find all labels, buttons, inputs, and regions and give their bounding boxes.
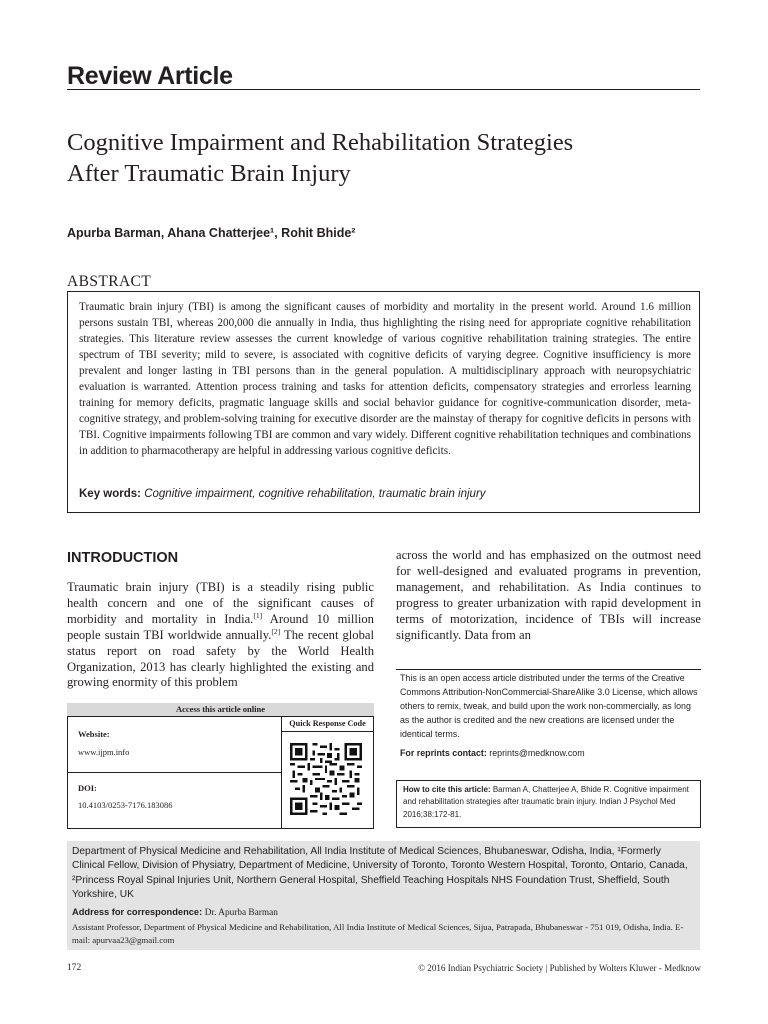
- keywords-label: Key words:: [79, 488, 141, 500]
- qr-code-label: Quick Response Code: [281, 717, 374, 732]
- open-access-rule: [396, 669, 701, 670]
- intro-text-part-3: The recent global status report on road safety by the World Health Organization, 2013 has clearly highlighted the existing and growing enormity of this problem: [67, 627, 374, 690]
- keywords-value: Cognitive impairment, cognitive rehabilitation, traumatic brain injury: [144, 488, 486, 500]
- article-title: [67, 127, 707, 189]
- citation-value: Barman A, Chatterjee A, Bhide R. Cognitive impairment and rehabilitation strategies after traumatic brain injury. Indian J Psychol Med 2016;38:172-81.: [403, 785, 689, 819]
- reprints-contact: [400, 748, 585, 758]
- correspondence-name: Dr. Apurba Barman: [204, 908, 278, 918]
- citation-ref-2[interactable]: [2]: [271, 626, 281, 636]
- intro-text-part-1: Traumatic brain injury (TBI) is a steadily rising public health concern and one of the significant causes of morbidity and mortality in India.: [67, 580, 374, 626]
- qr-code-icon: [290, 743, 362, 815]
- correspondence-heading: [72, 907, 278, 918]
- access-box-divider: [281, 717, 282, 829]
- correspondence-address: Assistant Professor, Department of Physical Medicine and Rehabilitation, All India Institute of Medical Sciences, Sijua, Patrapada, Bhubaneswar - 751 019, Odisha, India. E-mail: apurvaa23@gmail.com: [72, 922, 684, 945]
- introduction-heading: INTRODUCTION: [67, 550, 179, 566]
- correspondence-label: Address for correspondence:: [72, 907, 203, 917]
- authors: Apurba Barman, Ahana Chatterjee¹, Rohit Bhide²: [67, 226, 356, 240]
- abstract-heading: ABSTRACT: [67, 273, 152, 290]
- citation-text: [403, 784, 696, 821]
- citation-label: How to cite this article:: [403, 785, 491, 794]
- copyright-footer: © 2016 Indian Psychiatric Society | Published by Wolters Kluwer - Medknow: [418, 963, 701, 973]
- doi-link[interactable]: 10.4103/0253-7176.183086: [78, 800, 173, 810]
- page-number: 172: [67, 963, 82, 973]
- citation-ref-1[interactable]: [1]: [253, 610, 263, 620]
- header-rule: [67, 89, 700, 90]
- abstract-text: Traumatic brain injury (TBI) is among the significant causes of morbidity and mortality in the present world. Around 1.6 million persons sustain TBI, whereas 200,000 die annually in India, thus highlighting the rising need for appropriate cognitive rehabilitation strategies. This literature review assesses the current knowledge of various cognitive rehabilitation training strategies. The entire spectrum of TBI severity; mild to severe, is associated with cognitive deficits of varying degree. Cognitive insufficiency is more prevalent and longer lasting in TBI persons than in the general population. A multidisciplinary approach with neuropsychiatric evaluation is warranted. Attention process training and tasks for attention deficits, compensatory strategies and errorless learning training for memory deficits, pragmatic language skills and social behavior guidance for cognitive-communication disorder, meta-cognitive strategy, and problem-solving training for executive disorder are the mainstay of therapy for cognitive deficits in persons with TBI. Cognitive impairments following TBI are common and vary widely. Different cognitive rehabilitation techniques and combinations in addition to pharmacotherapy are helpful in addressing various cognitive deficits.: [79, 301, 691, 457]
- affiliations-text: Department of Physical Medicine and Rehabilitation, All India Institute of Medical Sciences, Bhubaneswar, Odisha, India, ¹Formerly Clinical Fellow, Division of Physiatry, Department of Medicine, University of Toronto, Toronto Western Hospital, Toronto, Ontario, Canada, ²Princess Royal Spinal Injuries Unit, Northern General Hospital, Sheffield Teaching Hospitals NHS Foundation Trust, Sheffield, South Yorkshire, UK: [72, 846, 688, 900]
- article-title-line-1: Cognitive Impairment and Rehabilitation Strategies: [67, 129, 574, 156]
- reprints-email[interactable]: reprints@medknow.com: [489, 748, 585, 758]
- doi-label: DOI:: [78, 783, 97, 793]
- access-box-divider-horizontal: [67, 772, 281, 773]
- article-type-label: Review Article: [67, 62, 233, 90]
- website-link[interactable]: www.ijpm.info: [78, 747, 130, 757]
- website-label: Website:: [78, 729, 110, 739]
- keywords: [79, 488, 486, 500]
- open-access-notice: This is an open access article distributed under the terms of the Creative Commons Attribution-NonCommercial-ShareAlike 3.0 License, which allows others to remix, tweak, and build upon the work non-commercially, as long as the author is credited and the new creations are licensed under the identical terms.: [400, 673, 698, 739]
- access-article-heading: Access this article online: [67, 703, 374, 717]
- article-title-line-2: After Traumatic Brain Injury: [67, 160, 351, 187]
- reprints-label: For reprints contact:: [400, 748, 487, 758]
- intro-text-part-2: Around 10 million people sustain TBI worldwide annually.: [67, 611, 374, 642]
- introduction-right-column: across the world and has emphasized on the outmost need for well-designed and evaluated programs in prevention, management, and rehabilitation. As India continues to progress to greater urbanization with rapid development in terms of motorization, incidence of TBIs will increase significantly. Data from an: [396, 548, 701, 642]
- introduction-left-column: [67, 580, 374, 691]
